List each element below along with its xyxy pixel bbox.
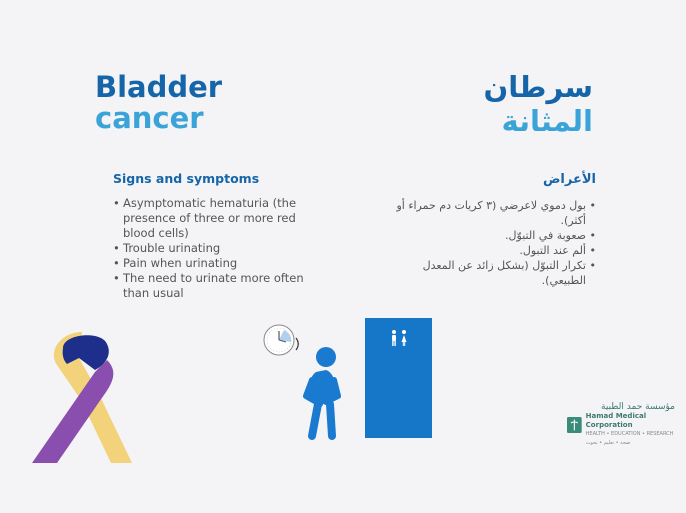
list-item: • صعوبة في التبوّل. bbox=[396, 228, 596, 243]
list-item: • The need to urinate more often than usual bbox=[113, 271, 313, 301]
person-urgency-icon bbox=[298, 346, 346, 440]
logo-name-english: Hamad Medical Corporation bbox=[585, 411, 647, 429]
symptoms-heading-english: Signs and symptoms bbox=[113, 171, 260, 186]
logo-name-arabic: مؤسسة حمد الطبية bbox=[601, 401, 675, 412]
title-english bbox=[95, 72, 222, 134]
title-arabic-line2: المثانة bbox=[501, 104, 593, 138]
list-item: • Trouble urinating bbox=[113, 241, 313, 256]
hmc-logo bbox=[567, 401, 675, 446]
symptoms-heading-arabic: الأعراض bbox=[542, 172, 596, 187]
logo-tagline: HEALTH • EDUCATION • RESEARCH صحة • تعليم • بحوث bbox=[585, 430, 674, 446]
list-item: • بول دموي لاعرضي (٣ كريات دم حمراء أو أكثر). bbox=[396, 198, 596, 228]
symptoms-list-arabic bbox=[396, 198, 596, 288]
restroom-sign-icon bbox=[389, 330, 409, 346]
symptoms-list-english bbox=[113, 196, 313, 301]
restroom-door-icon bbox=[365, 318, 432, 438]
list-item: • Asymptomatic hematuria (the presence of three or more red blood cells) bbox=[113, 196, 313, 241]
title-english-line1: Bladder bbox=[95, 70, 223, 104]
awareness-ribbon-icon bbox=[27, 330, 135, 465]
list-item: • ألم عند التبول. bbox=[396, 243, 596, 258]
title-arabic bbox=[483, 70, 593, 138]
hmc-logo-mark-icon bbox=[567, 413, 582, 437]
list-item: • Pain when urinating bbox=[113, 256, 313, 271]
title-arabic-line1: سرطان bbox=[483, 70, 593, 104]
title-english-line2: cancer bbox=[95, 101, 204, 135]
list-item: • تكرار التبوّل (بشكل زائد عن المعدل الطبيعي). bbox=[396, 258, 596, 288]
